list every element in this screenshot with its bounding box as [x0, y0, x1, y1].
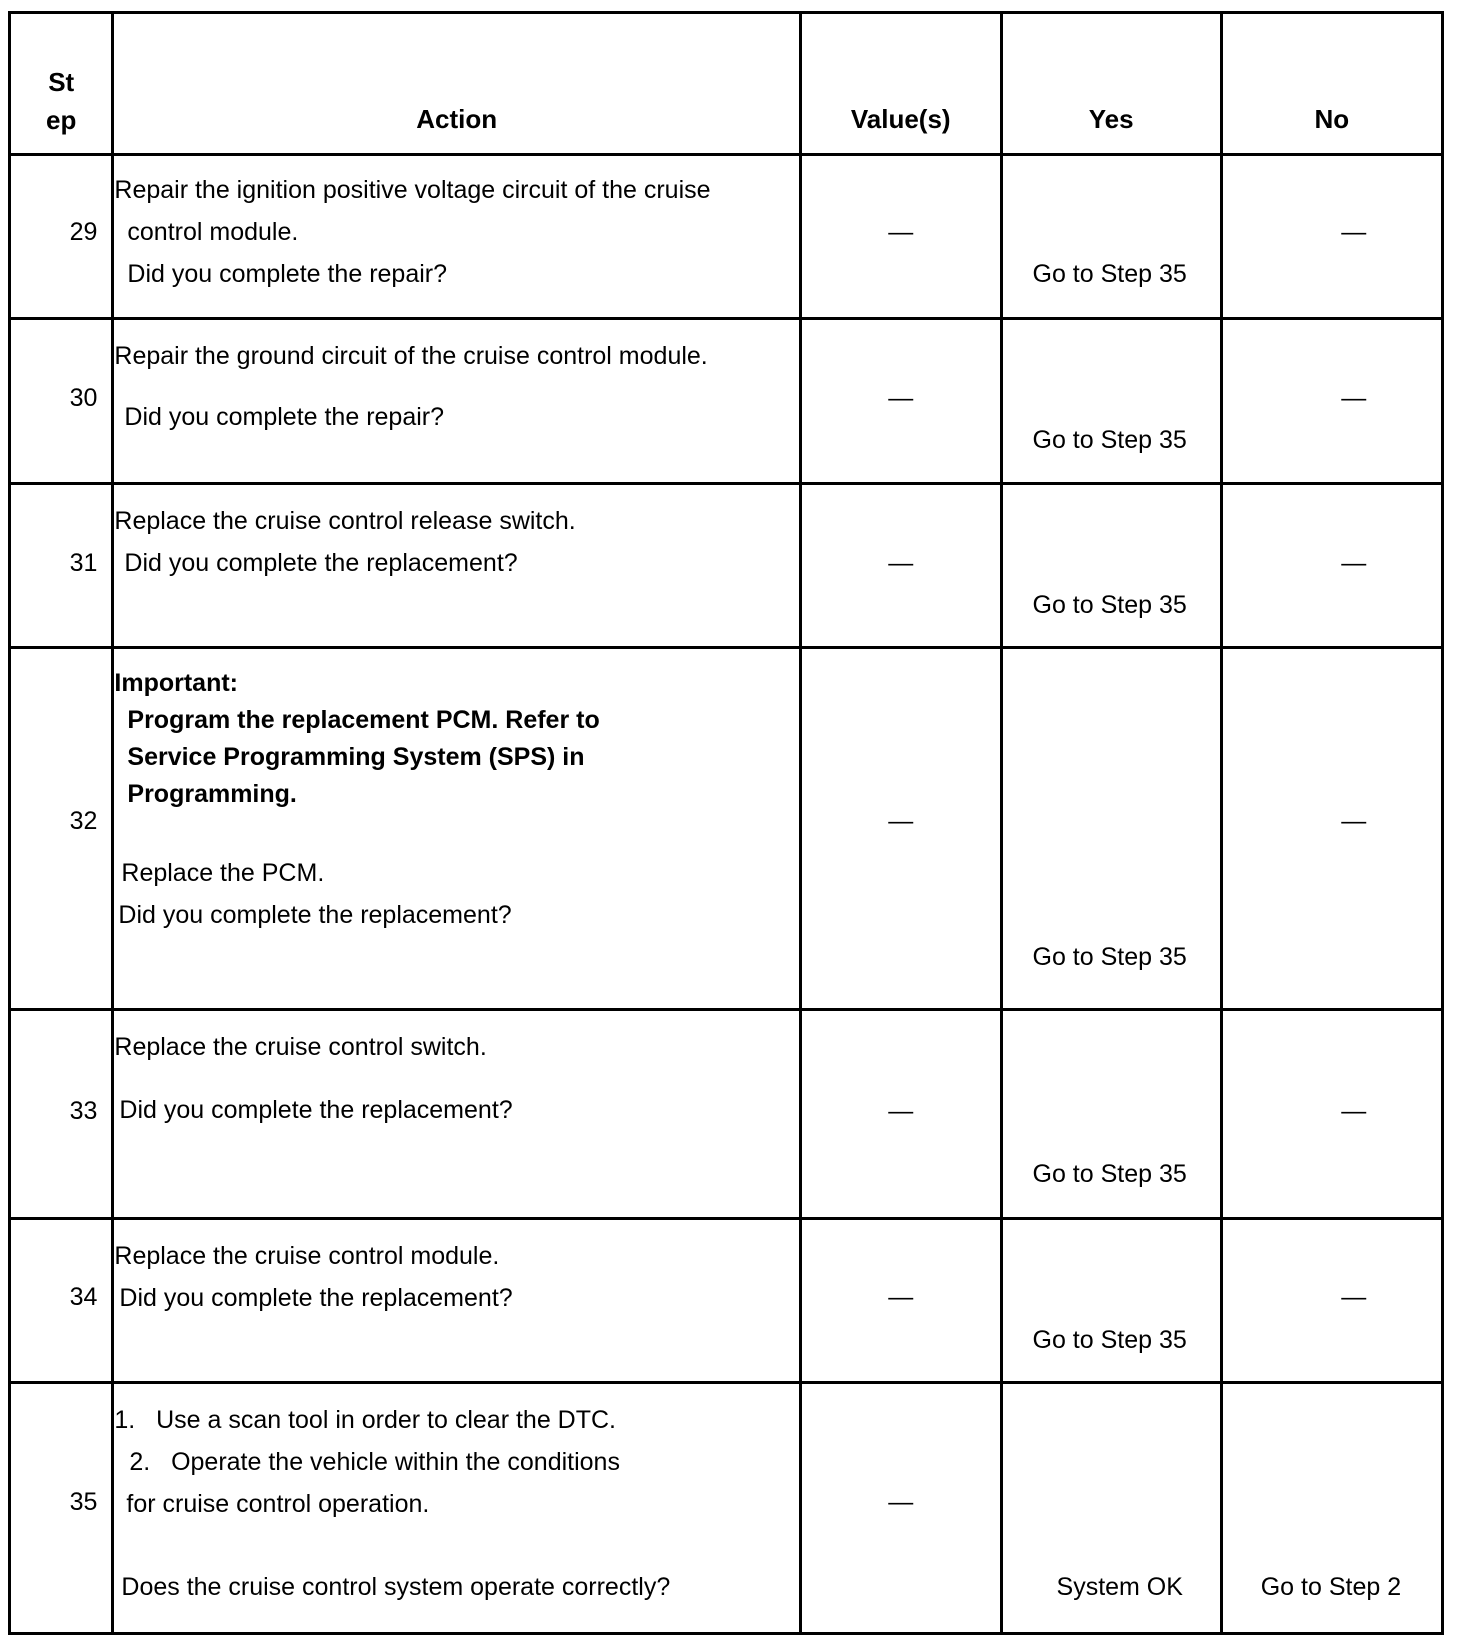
value-cell	[800, 483, 1001, 647]
value-dash: —	[888, 1488, 914, 1517]
value-cell	[800, 647, 1001, 1009]
action-line: Replace the cruise control module.	[114, 1241, 500, 1270]
no-dash: —	[1341, 806, 1367, 835]
important-text-line: Programming.	[127, 779, 297, 808]
action-cell	[113, 647, 801, 1009]
table-row	[10, 319, 1443, 483]
value-cell	[800, 155, 1001, 319]
yes-cell	[1001, 1218, 1221, 1382]
no-dash: —	[1341, 548, 1367, 577]
step-number: 34	[69, 1282, 98, 1311]
no-text: Go to Step 2	[1260, 1573, 1402, 1602]
important-text-line: Service Programming System (SPS) in	[127, 742, 585, 771]
no-cell	[1221, 483, 1442, 647]
diagnostic-table	[8, 11, 1444, 1635]
step-cell	[10, 647, 113, 1009]
action-line: Did you complete the repair?	[124, 403, 445, 432]
table-row	[10, 1383, 1443, 1634]
yes-text: System OK	[1056, 1573, 1183, 1602]
value-dash: —	[888, 218, 914, 246]
action-cell	[113, 155, 801, 319]
table-row	[10, 1218, 1443, 1382]
action-line: Repair the ground circuit of the cruise control module.	[114, 342, 708, 371]
action-cell	[113, 1218, 801, 1382]
value-dash: —	[888, 548, 914, 577]
header-no: No	[1221, 13, 1442, 155]
step-number: 30	[69, 384, 98, 413]
yes-cell	[1001, 155, 1221, 319]
action-line: Replace the cruise control release switch.	[114, 506, 576, 535]
action-cell	[113, 319, 801, 483]
action-line: control module.	[127, 218, 299, 246]
value-dash: —	[888, 806, 914, 835]
action-cell	[113, 1010, 801, 1219]
action-line: Did you complete the repair?	[127, 260, 448, 288]
action-line: Does the cruise control system operate correctly?	[121, 1573, 671, 1602]
step-number: 29	[69, 218, 98, 246]
step-number: 35	[69, 1488, 98, 1517]
yes-cell	[1001, 647, 1221, 1009]
yes-cell	[1001, 483, 1221, 647]
header-row	[10, 13, 1443, 155]
action-cell	[113, 1383, 801, 1634]
step-cell	[10, 155, 113, 319]
step-number: 31	[69, 548, 98, 577]
action-line: Replace the PCM.	[121, 858, 325, 887]
step-number: 33	[69, 1097, 98, 1126]
action-line: 1. Use a scan tool in order to clear the DTC.	[114, 1406, 617, 1435]
yes-cell	[1001, 319, 1221, 483]
header-action: Action	[113, 13, 801, 155]
table-row	[10, 647, 1443, 1009]
yes-text: Go to Step 35	[1032, 590, 1187, 619]
step-cell	[10, 1010, 113, 1219]
important-text-line: Program the replacement PCM. Refer to	[127, 705, 600, 734]
no-cell	[1221, 1010, 1442, 1219]
yes-text: Go to Step 35	[1032, 1325, 1187, 1354]
table-row	[10, 1010, 1443, 1219]
yes-text: Go to Step 35	[1032, 942, 1187, 971]
yes-text: Go to Step 35	[1032, 260, 1187, 288]
value-cell	[800, 1383, 1001, 1634]
action-line: Did you complete the replacement?	[119, 1283, 513, 1312]
header-values: Value(s)	[800, 13, 1001, 155]
header-step: St ep	[10, 13, 113, 155]
table-row	[10, 483, 1443, 647]
action-line: Replace the cruise control switch.	[114, 1033, 487, 1062]
value-cell	[800, 1218, 1001, 1382]
no-cell	[1221, 155, 1442, 319]
value-dash: —	[888, 384, 914, 413]
step-number: 32	[69, 806, 98, 835]
action-line: Did you complete the replacement?	[119, 1096, 513, 1125]
action-line: for cruise control operation.	[126, 1490, 430, 1519]
no-cell	[1221, 647, 1442, 1009]
action-line: Did you complete the replacement?	[124, 548, 518, 577]
no-dash: —	[1341, 218, 1367, 246]
value-cell	[800, 1010, 1001, 1219]
yes-cell	[1001, 1383, 1221, 1634]
step-cell	[10, 1218, 113, 1382]
action-line: Repair the ignition positive voltage circuit of the cruise	[114, 176, 711, 204]
step-cell	[10, 1383, 113, 1634]
yes-text: Go to Step 35	[1032, 1160, 1187, 1189]
value-dash: —	[888, 1282, 914, 1311]
action-line: Did you complete the replacement?	[118, 900, 512, 929]
action-line: 2. Operate the vehicle within the conditions	[129, 1448, 620, 1477]
step-cell	[10, 319, 113, 483]
no-cell	[1221, 1383, 1442, 1634]
yes-cell	[1001, 1010, 1221, 1219]
no-dash: —	[1341, 384, 1367, 413]
header-yes: Yes	[1001, 13, 1221, 155]
no-cell	[1221, 319, 1442, 483]
yes-text: Go to Step 35	[1032, 426, 1187, 455]
no-dash: —	[1341, 1282, 1367, 1311]
value-cell	[800, 319, 1001, 483]
important-label: Important:	[114, 668, 238, 697]
no-cell	[1221, 1218, 1442, 1382]
table-row	[10, 155, 1443, 319]
action-cell	[113, 483, 801, 647]
no-dash: —	[1341, 1097, 1367, 1126]
value-dash: —	[888, 1097, 914, 1126]
step-cell	[10, 483, 113, 647]
